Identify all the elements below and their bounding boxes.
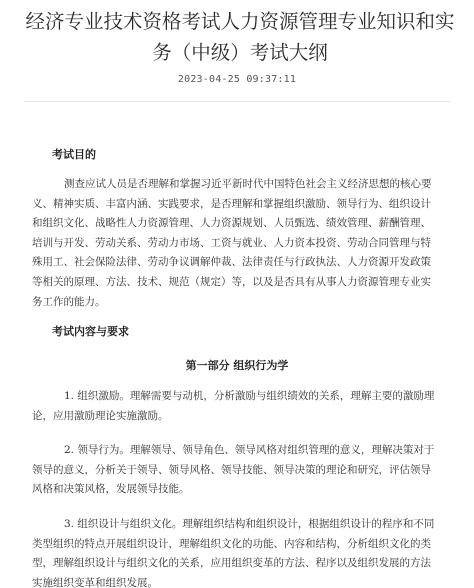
objective-paragraph bbox=[32, 175, 444, 312]
item-1-paragraph bbox=[32, 387, 444, 426]
part-one-title: 第一部分 组织行为学 bbox=[185, 359, 289, 372]
publish-timestamp: 2023-04-25 09:37:11 bbox=[177, 74, 297, 85]
item-line: 论，应用激励理论实施激励。 bbox=[32, 409, 169, 422]
objective-line: 等相关的原理、方法、技术、规范（规定）等，以及是否具有从事人力资源管理专业实 bbox=[32, 275, 431, 288]
item-line: 1. 组织激励。理解需要与动机，分析激励与组织绩效的关系，理解主要的激励理 bbox=[64, 390, 435, 402]
item-2-paragraph bbox=[32, 441, 444, 500]
article-title-line-1: 经济专业技术资格考试人力资源管理专业知识和实 bbox=[25, 10, 455, 33]
item-line: 领导的意义，分析关于领导、领导风格、领导技能、领导决策的理论和研究，评估领导 bbox=[32, 463, 431, 476]
item-line: 3. 组织设计与组织文化。理解组织结构和组织设计，根据组织设计的程序和不同 bbox=[64, 518, 435, 530]
objective-heading: 考试目的 bbox=[52, 148, 96, 161]
objective-line: 培训与开发、劳动关系、劳动力市场、工资与就业、人力资本投资、劳动合同管理与特 bbox=[32, 236, 431, 249]
article-title-line-2: 务（中级）考试大纲 bbox=[152, 41, 328, 64]
item-line: 2. 领导行为。理解领导、领导角色、领导风格对组织管理的意义，理解决策对于 bbox=[64, 444, 435, 456]
item-line: 风格和决策风格，发展领导技能。 bbox=[32, 483, 190, 496]
article-title bbox=[14, 6, 466, 68]
objective-line: 测查应试人员是否理解和掌握习近平新时代中国特色社会主义经济思想的核心要 bbox=[64, 178, 432, 190]
title-divider bbox=[24, 101, 450, 102]
objective-line: 务工作的能力。 bbox=[32, 295, 106, 308]
content-heading: 考试内容与要求 bbox=[52, 325, 129, 338]
item-line: 类型组织的特点开展组织设计，理解组织文化的功能、内容和结构，分析组织文化的类 bbox=[32, 537, 431, 550]
objective-line: 义、精神实质、丰富内涵、实践要求，是否理解和掌握组织激励、领导行为、组织设计 bbox=[32, 197, 431, 210]
item-line: 型，理解组织设计与组织文化的关系，应用组织变革的方法、程序以及组织发展的方法 bbox=[32, 557, 431, 570]
objective-line: 殊用工、社会保险法律、劳动争议调解仲裁、法律责任与行政执法、人力资源开发政策 bbox=[32, 256, 431, 269]
item-line: 实施组织变革和组织发展。 bbox=[32, 576, 158, 588]
item-3-paragraph bbox=[32, 515, 444, 588]
objective-line: 和组织文化、战略性人力资源管理、人力资源规划、人员甄选、绩效管理、薪酬管理、 bbox=[32, 217, 431, 230]
